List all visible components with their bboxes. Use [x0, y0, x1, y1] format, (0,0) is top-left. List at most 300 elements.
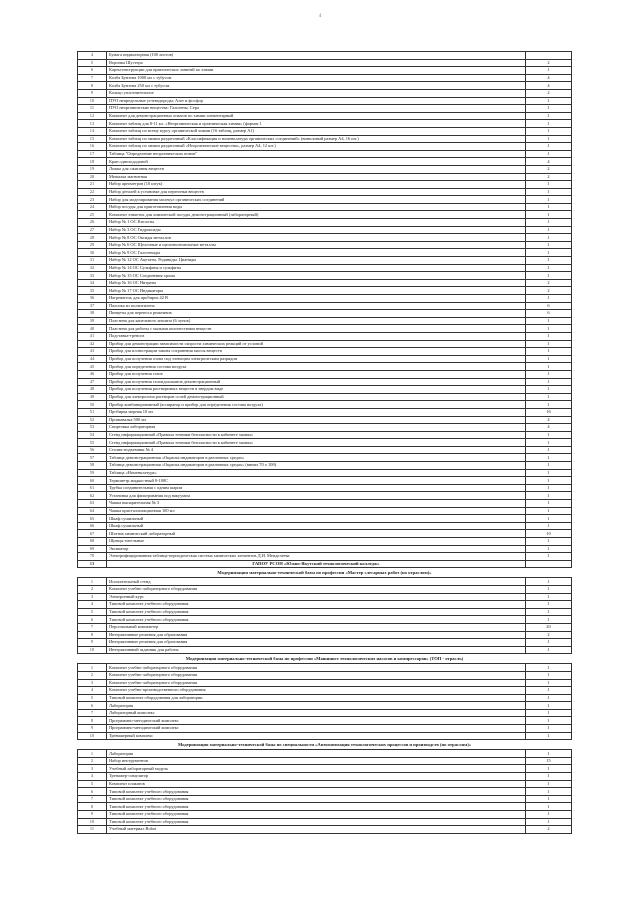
row-number: 70	[78, 553, 107, 561]
row-number: 38	[78, 310, 107, 318]
row-number: 52	[78, 416, 107, 424]
table-row	[78, 795, 572, 803]
row-number: 14	[78, 127, 107, 135]
row-number: 61	[78, 484, 107, 492]
row-number: 18	[78, 158, 107, 166]
row-number: 3	[78, 679, 107, 687]
table-row	[78, 530, 572, 538]
item-name: Комплект для демонстрационных опытов по химии элементарный	[107, 112, 526, 120]
item-quantity: 1	[526, 257, 572, 265]
item-quantity: 1	[526, 135, 572, 143]
table-row	[78, 173, 572, 181]
item-quantity: 1	[526, 750, 572, 758]
row-number: 62	[78, 492, 107, 500]
table-row	[78, 340, 572, 348]
item-quantity: 1	[526, 477, 572, 485]
item-name: Колба Бунзена 250 мл с тубусом	[107, 82, 526, 90]
item-name: Таблица "Определение неорганических ионов"	[107, 150, 526, 158]
item-name: Подставка-тренога	[107, 332, 526, 340]
item-name: Комплект учебно-производственного оборудования	[107, 687, 526, 695]
table-row	[78, 593, 572, 601]
table-row	[78, 135, 572, 143]
item-name: Стенд информационный «Правила техники безопасности в кабинете химии»	[107, 439, 526, 447]
table-row	[78, 89, 572, 97]
row-number: 45	[78, 363, 107, 371]
item-name: Штатив химический лабораторный	[107, 530, 526, 538]
item-quantity: 1	[526, 67, 572, 75]
item-quantity: 4	[526, 158, 572, 166]
item-name: Комплект плакатов	[107, 780, 526, 788]
item-name: Кран однохододовой	[107, 158, 526, 166]
table-row	[78, 803, 572, 811]
row-number: 3	[78, 593, 107, 601]
table-row	[78, 226, 572, 234]
row-number: 8	[78, 631, 107, 639]
table-row	[78, 454, 572, 462]
item-quantity: 15	[526, 757, 572, 765]
table-row	[78, 401, 572, 409]
table-row	[78, 623, 572, 631]
item-name: Набор № 15 ОС Соединения хрома	[107, 272, 526, 280]
row-number: 68	[78, 538, 107, 546]
item-name: Интерактивные решения для образования	[107, 639, 526, 647]
row-number: 19	[78, 165, 107, 173]
row-number: 4	[78, 773, 107, 781]
item-name: Таблица демонстрационная «Окраска индикаторов в различных средах» (винил 70 х 100)	[107, 462, 526, 470]
row-number: 40	[78, 325, 107, 333]
item-quantity: 2	[526, 279, 572, 287]
item-name: Электронный курс	[107, 593, 526, 601]
item-quantity: 2	[526, 59, 572, 67]
item-quantity: 1	[526, 484, 572, 492]
row-number: 31	[78, 257, 107, 265]
row-number: 10	[78, 646, 107, 654]
item-quantity: 1	[526, 773, 572, 781]
section-heading-row	[78, 654, 572, 664]
row-number: 17	[78, 150, 107, 158]
table-row	[78, 181, 572, 189]
table-row	[78, 818, 572, 826]
item-name: Таблица демонстрационная «Окраска индикаторов в различных средах»	[107, 454, 526, 462]
item-name: Электрифицированная таблица-периодическая система химических элементов Д.И. Менделеева	[107, 553, 526, 561]
item-name: Набор № 16 ОС Нитраты	[107, 279, 526, 287]
item-quantity: 1	[526, 538, 572, 546]
item-name: Испытательный стенд	[107, 578, 526, 586]
row-number: 2	[78, 585, 107, 593]
table-row	[78, 639, 572, 647]
item-quantity: 1	[526, 585, 572, 593]
item-quantity: 1	[526, 593, 572, 601]
row-number: 5	[78, 694, 107, 702]
item-quantity: 2	[526, 826, 572, 834]
item-quantity: 2	[526, 173, 572, 181]
row-number: 35	[78, 287, 107, 295]
item-quantity: 1	[526, 545, 572, 553]
table-row	[78, 105, 572, 113]
table-row	[78, 522, 572, 530]
row-number: 6	[78, 616, 107, 624]
item-quantity: 1	[526, 780, 572, 788]
item-name: Карты-инструкции для практических занятий по химии	[107, 67, 526, 75]
table-row	[78, 120, 572, 128]
item-quantity: 1	[526, 386, 572, 394]
item-name: Комплект учебно-лабораторного оборудования	[107, 585, 526, 593]
item-quantity: 1	[526, 687, 572, 695]
item-quantity: 1	[526, 732, 572, 740]
item-name: Чашка выпарительная № 3	[107, 500, 526, 508]
table-row	[78, 272, 572, 280]
row-number: 5	[78, 59, 107, 67]
item-quantity: 1	[526, 664, 572, 672]
item-quantity: 1	[526, 717, 572, 725]
item-quantity: 4	[526, 416, 572, 424]
table-row	[78, 439, 572, 447]
item-name: Типовой комплект учебного оборудования	[107, 616, 526, 624]
item-name: Прибор для получения растворимых веществ в твердом виде	[107, 386, 526, 394]
table-row	[78, 732, 572, 740]
row-number: 36	[78, 295, 107, 303]
item-quantity: 1	[526, 507, 572, 515]
row-number: 65	[78, 515, 107, 523]
table-row	[78, 408, 572, 416]
table-row	[78, 578, 572, 586]
item-name: Комплект этикеток для химической посуды демонстрационный (лабораторный)	[107, 211, 526, 219]
item-name: Промывалка 500 мл	[107, 416, 526, 424]
table-row	[78, 585, 572, 593]
page-number: 4	[318, 14, 322, 19]
item-name: Прибор для электролиза растворов солей демонстрационный	[107, 393, 526, 401]
item-name: ПУО неорганические вещества: Галогены. Сера	[107, 105, 526, 113]
table-row	[78, 295, 572, 303]
item-name: Щипцы тигельные	[107, 538, 526, 546]
item-name: Шкаф сушильный	[107, 522, 526, 530]
item-name: Столик-подъемник № 4	[107, 446, 526, 454]
row-number: 9	[78, 725, 107, 733]
row-number: 39	[78, 317, 107, 325]
row-number: 50	[78, 401, 107, 409]
item-quantity: 4	[526, 74, 572, 82]
item-quantity: 1	[526, 226, 572, 234]
item-name: Прибор для получения озона под тлеющим электрическим разрядом	[107, 355, 526, 363]
table-row	[78, 601, 572, 609]
row-number: 47	[78, 378, 107, 386]
table-row	[78, 664, 572, 672]
item-name: Программно-методический комплекс	[107, 725, 526, 733]
item-quantity: 1	[526, 219, 572, 227]
row-number: 64	[78, 507, 107, 515]
item-name: Пинцеты для переноса реактивов	[107, 310, 526, 318]
item-quantity: 1	[526, 765, 572, 773]
item-quantity: 6	[526, 310, 572, 318]
row-number: 8	[78, 82, 107, 90]
table-row	[78, 74, 572, 82]
item-name: Пластина для капельного анализа (6 лунок)	[107, 317, 526, 325]
item-quantity: 1	[526, 469, 572, 477]
item-name: Тренажер-симулятор	[107, 773, 526, 781]
item-name: Пробирка мерная 10 мл	[107, 408, 526, 416]
row-number: 63	[78, 500, 107, 508]
row-number: 4	[78, 52, 107, 60]
table-row	[78, 416, 572, 424]
item-quantity: 1	[526, 393, 572, 401]
row-number: 8	[78, 803, 107, 811]
row-number: 7	[78, 623, 107, 631]
table-row	[78, 773, 572, 781]
item-quantity: 1	[526, 431, 572, 439]
table-row	[78, 679, 572, 687]
row-number: 54	[78, 431, 107, 439]
table-row	[78, 826, 572, 834]
item-quantity: 2	[526, 89, 572, 97]
table-row	[78, 671, 572, 679]
table-row	[78, 257, 572, 265]
table-row	[78, 538, 572, 546]
item-quantity: 16	[526, 408, 572, 416]
row-number: 11	[78, 105, 107, 113]
row-number: 9	[78, 639, 107, 647]
item-name: Набор № 1 ОС Кислоты	[107, 219, 526, 227]
item-name: Мешалка магнитная	[107, 173, 526, 181]
table-row	[78, 196, 572, 204]
row-number: 60	[78, 477, 107, 485]
table-row	[78, 515, 572, 523]
row-number: 59	[78, 469, 107, 477]
table-row	[78, 631, 572, 639]
item-quantity: 1	[526, 454, 572, 462]
item-quantity: 1	[526, 211, 572, 219]
item-name: Лаборатория	[107, 702, 526, 710]
row-number: 3	[78, 765, 107, 773]
item-quantity: 1	[526, 332, 572, 340]
row-number: 7	[78, 795, 107, 803]
item-name: Лаборатория	[107, 750, 526, 758]
item-quantity: 1	[526, 522, 572, 530]
row-number: 11	[78, 826, 107, 834]
item-quantity: 1	[526, 709, 572, 717]
item-quantity: 1	[526, 462, 572, 470]
row-number: 7	[78, 709, 107, 717]
item-quantity: 1	[526, 492, 572, 500]
item-name: Интерактивные решения для образования	[107, 631, 526, 639]
row-number: 27	[78, 226, 107, 234]
item-name: Комплект таблиц по химии раздаточный «Неорганические вещества», размер А4, 12 шт.)	[107, 143, 526, 151]
section-title: Модернизация материально-технической базы по профессии «Машинист технологических насосов и компрессоров» (ТОП - отрасль)	[78, 654, 572, 664]
item-name: ГАПОУ РСОН «Южно-Якутский технологический колледж»	[107, 560, 526, 568]
row-number: 53	[78, 424, 107, 432]
item-quantity: 1	[526, 264, 572, 272]
item-quantity: 1	[526, 608, 572, 616]
row-number: 13	[78, 560, 107, 568]
item-quantity: 4	[526, 82, 572, 90]
table-row	[78, 446, 572, 454]
item-name: Колба Бунзена 1000 мл с тубусом	[107, 74, 526, 82]
item-name: Набор посуды для приготовления воды	[107, 203, 526, 211]
item-name: Установка для фильтрования под вакуумом	[107, 492, 526, 500]
item-name: Набор № 14 ОС Сульфаты и сульфиты	[107, 264, 526, 272]
item-quantity: 1	[526, 363, 572, 371]
row-number: 23	[78, 196, 107, 204]
item-quantity: 1	[526, 671, 572, 679]
item-quantity: 1	[526, 725, 572, 733]
item-quantity	[526, 560, 572, 568]
row-number: 5	[78, 608, 107, 616]
item-name: ПУО непредельные углеводороды: Азот и фосфор	[107, 97, 526, 105]
table-row	[78, 203, 572, 211]
item-quantity: 1	[526, 515, 572, 523]
row-number: 5	[78, 780, 107, 788]
table-row	[78, 378, 572, 386]
table-row	[78, 608, 572, 616]
item-quantity: 1	[526, 112, 572, 120]
item-quantity: 1	[526, 143, 572, 151]
table-row	[78, 112, 572, 120]
item-name: Комплект учебно-лабораторного оборудования	[107, 664, 526, 672]
table-row	[78, 431, 572, 439]
row-number: 30	[78, 249, 107, 257]
item-quantity: 1	[526, 601, 572, 609]
row-number: 6	[78, 788, 107, 796]
item-quantity: 2	[526, 631, 572, 639]
item-name: Лабораторный комплекс	[107, 709, 526, 717]
item-quantity: 1	[526, 401, 572, 409]
item-name: Шкаф сушильный	[107, 515, 526, 523]
item-name: Прибор для определения состава воздуха	[107, 363, 526, 371]
item-quantity: 1	[526, 811, 572, 819]
item-name: Набор ареометров (10 штук)	[107, 181, 526, 189]
item-quantity: 1	[526, 234, 572, 242]
table-row	[78, 646, 572, 654]
row-number: 56	[78, 446, 107, 454]
table-row	[78, 717, 572, 725]
row-number: 66	[78, 522, 107, 530]
item-quantity: 1	[526, 97, 572, 105]
item-name: Тренажерный комплекс	[107, 732, 526, 740]
table-row	[78, 249, 572, 257]
row-number: 21	[78, 181, 107, 189]
item-name: Набор № 3 ОС Гидроксиды	[107, 226, 526, 234]
item-name: Типовой комплект учебного оборудования	[107, 601, 526, 609]
table-row	[78, 127, 572, 135]
row-number: 24	[78, 203, 107, 211]
row-number: 1	[78, 750, 107, 758]
row-number: 34	[78, 279, 107, 287]
item-name: Комплект учебно-лабораторного оборудования	[107, 671, 526, 679]
table-body	[78, 52, 572, 834]
item-name: Набор № 8 ОС Оксиды металлов	[107, 234, 526, 242]
item-name: Стенд информационный «Правила техники безопасности в кабинете химии»	[107, 431, 526, 439]
table-row	[78, 219, 572, 227]
row-number: 4	[78, 687, 107, 695]
table-row	[78, 616, 572, 624]
item-name: Пластина для работы с малыми количествами веществ	[107, 325, 526, 333]
item-quantity: 1	[526, 355, 572, 363]
item-name: Набор деталей к установке для перегонки веществ	[107, 188, 526, 196]
row-number: 42	[78, 340, 107, 348]
equipment-table	[77, 51, 572, 834]
item-name: Комплект таблиц по химии раздаточный «Классификация и номенклатура органических соединений» (виниловый размер А4, 16 шт.)	[107, 135, 526, 143]
table-row	[78, 150, 572, 158]
table-row	[78, 484, 572, 492]
item-name: Термометр жидкостный 0-100С	[107, 477, 526, 485]
table-row	[78, 500, 572, 508]
row-number: 69	[78, 545, 107, 553]
row-number: 20	[78, 173, 107, 181]
table-row	[78, 780, 572, 788]
row-number: 25	[78, 211, 107, 219]
row-number: 41	[78, 332, 107, 340]
table-row	[78, 67, 572, 75]
item-quantity: 20	[526, 623, 572, 631]
item-quantity: 1	[526, 694, 572, 702]
row-number: 16	[78, 143, 107, 151]
row-number: 51	[78, 408, 107, 416]
table-row	[78, 709, 572, 717]
item-quantity: 1	[526, 639, 572, 647]
item-quantity: 1	[526, 105, 572, 113]
section-heading-row	[78, 740, 572, 750]
row-number: 29	[78, 241, 107, 249]
table-row	[78, 158, 572, 166]
equipment-list-sheet	[77, 51, 572, 834]
item-quantity: 1	[526, 679, 572, 687]
row-number: 12	[78, 112, 107, 120]
table-row	[78, 234, 572, 242]
table-row	[78, 211, 572, 219]
item-quantity	[526, 52, 572, 60]
table-row	[78, 317, 572, 325]
item-name: Комплект таблиц по всему курсу органической химии (16 таблиц, размер А1)	[107, 127, 526, 135]
table-row	[78, 363, 572, 371]
item-name: Учебный материал Robot	[107, 826, 526, 834]
item-quantity: 1	[526, 181, 572, 189]
table-row	[78, 788, 572, 796]
row-number: 6	[78, 702, 107, 710]
table-row	[78, 82, 572, 90]
item-name: Таблица «Номенклатура»	[107, 469, 526, 477]
table-row	[78, 702, 572, 710]
item-name: Прибор для получения газов	[107, 370, 526, 378]
row-number: 1	[78, 578, 107, 586]
table-row	[78, 545, 572, 553]
table-row	[78, 750, 572, 758]
item-quantity: 1	[526, 340, 572, 348]
item-name: Прибор для получения галоидоалканов демонстрационный	[107, 378, 526, 386]
item-name: Типовой комплект учебного оборудования	[107, 795, 526, 803]
table-row	[78, 241, 572, 249]
table-row	[78, 287, 572, 295]
item-quantity: 1	[526, 295, 572, 303]
table-row	[78, 264, 572, 272]
item-name: Бумага индикаторная (100 листов)	[107, 52, 526, 60]
item-name: Комплект учебно-лабораторного оборудования	[107, 679, 526, 687]
item-quantity: 1	[526, 446, 572, 454]
row-number: 2	[78, 671, 107, 679]
row-number: 37	[78, 302, 107, 310]
item-name: Прибор для иллюстрации закона сохранения массы веществ	[107, 348, 526, 356]
row-number: 67	[78, 530, 107, 538]
item-quantity: 1	[526, 788, 572, 796]
row-number: 28	[78, 234, 107, 242]
row-number: 15	[78, 135, 107, 143]
item-name: Нагреватель для пробирок 42 В	[107, 295, 526, 303]
item-name: Прибор комбинированный (аспиратор и прибор для определения состава воздуха)	[107, 401, 526, 409]
table-row	[78, 370, 572, 378]
row-number: 13	[78, 120, 107, 128]
row-number: 44	[78, 355, 107, 363]
item-quantity: 6	[526, 302, 572, 310]
item-quantity: 2	[526, 287, 572, 295]
item-quantity: 1	[526, 348, 572, 356]
